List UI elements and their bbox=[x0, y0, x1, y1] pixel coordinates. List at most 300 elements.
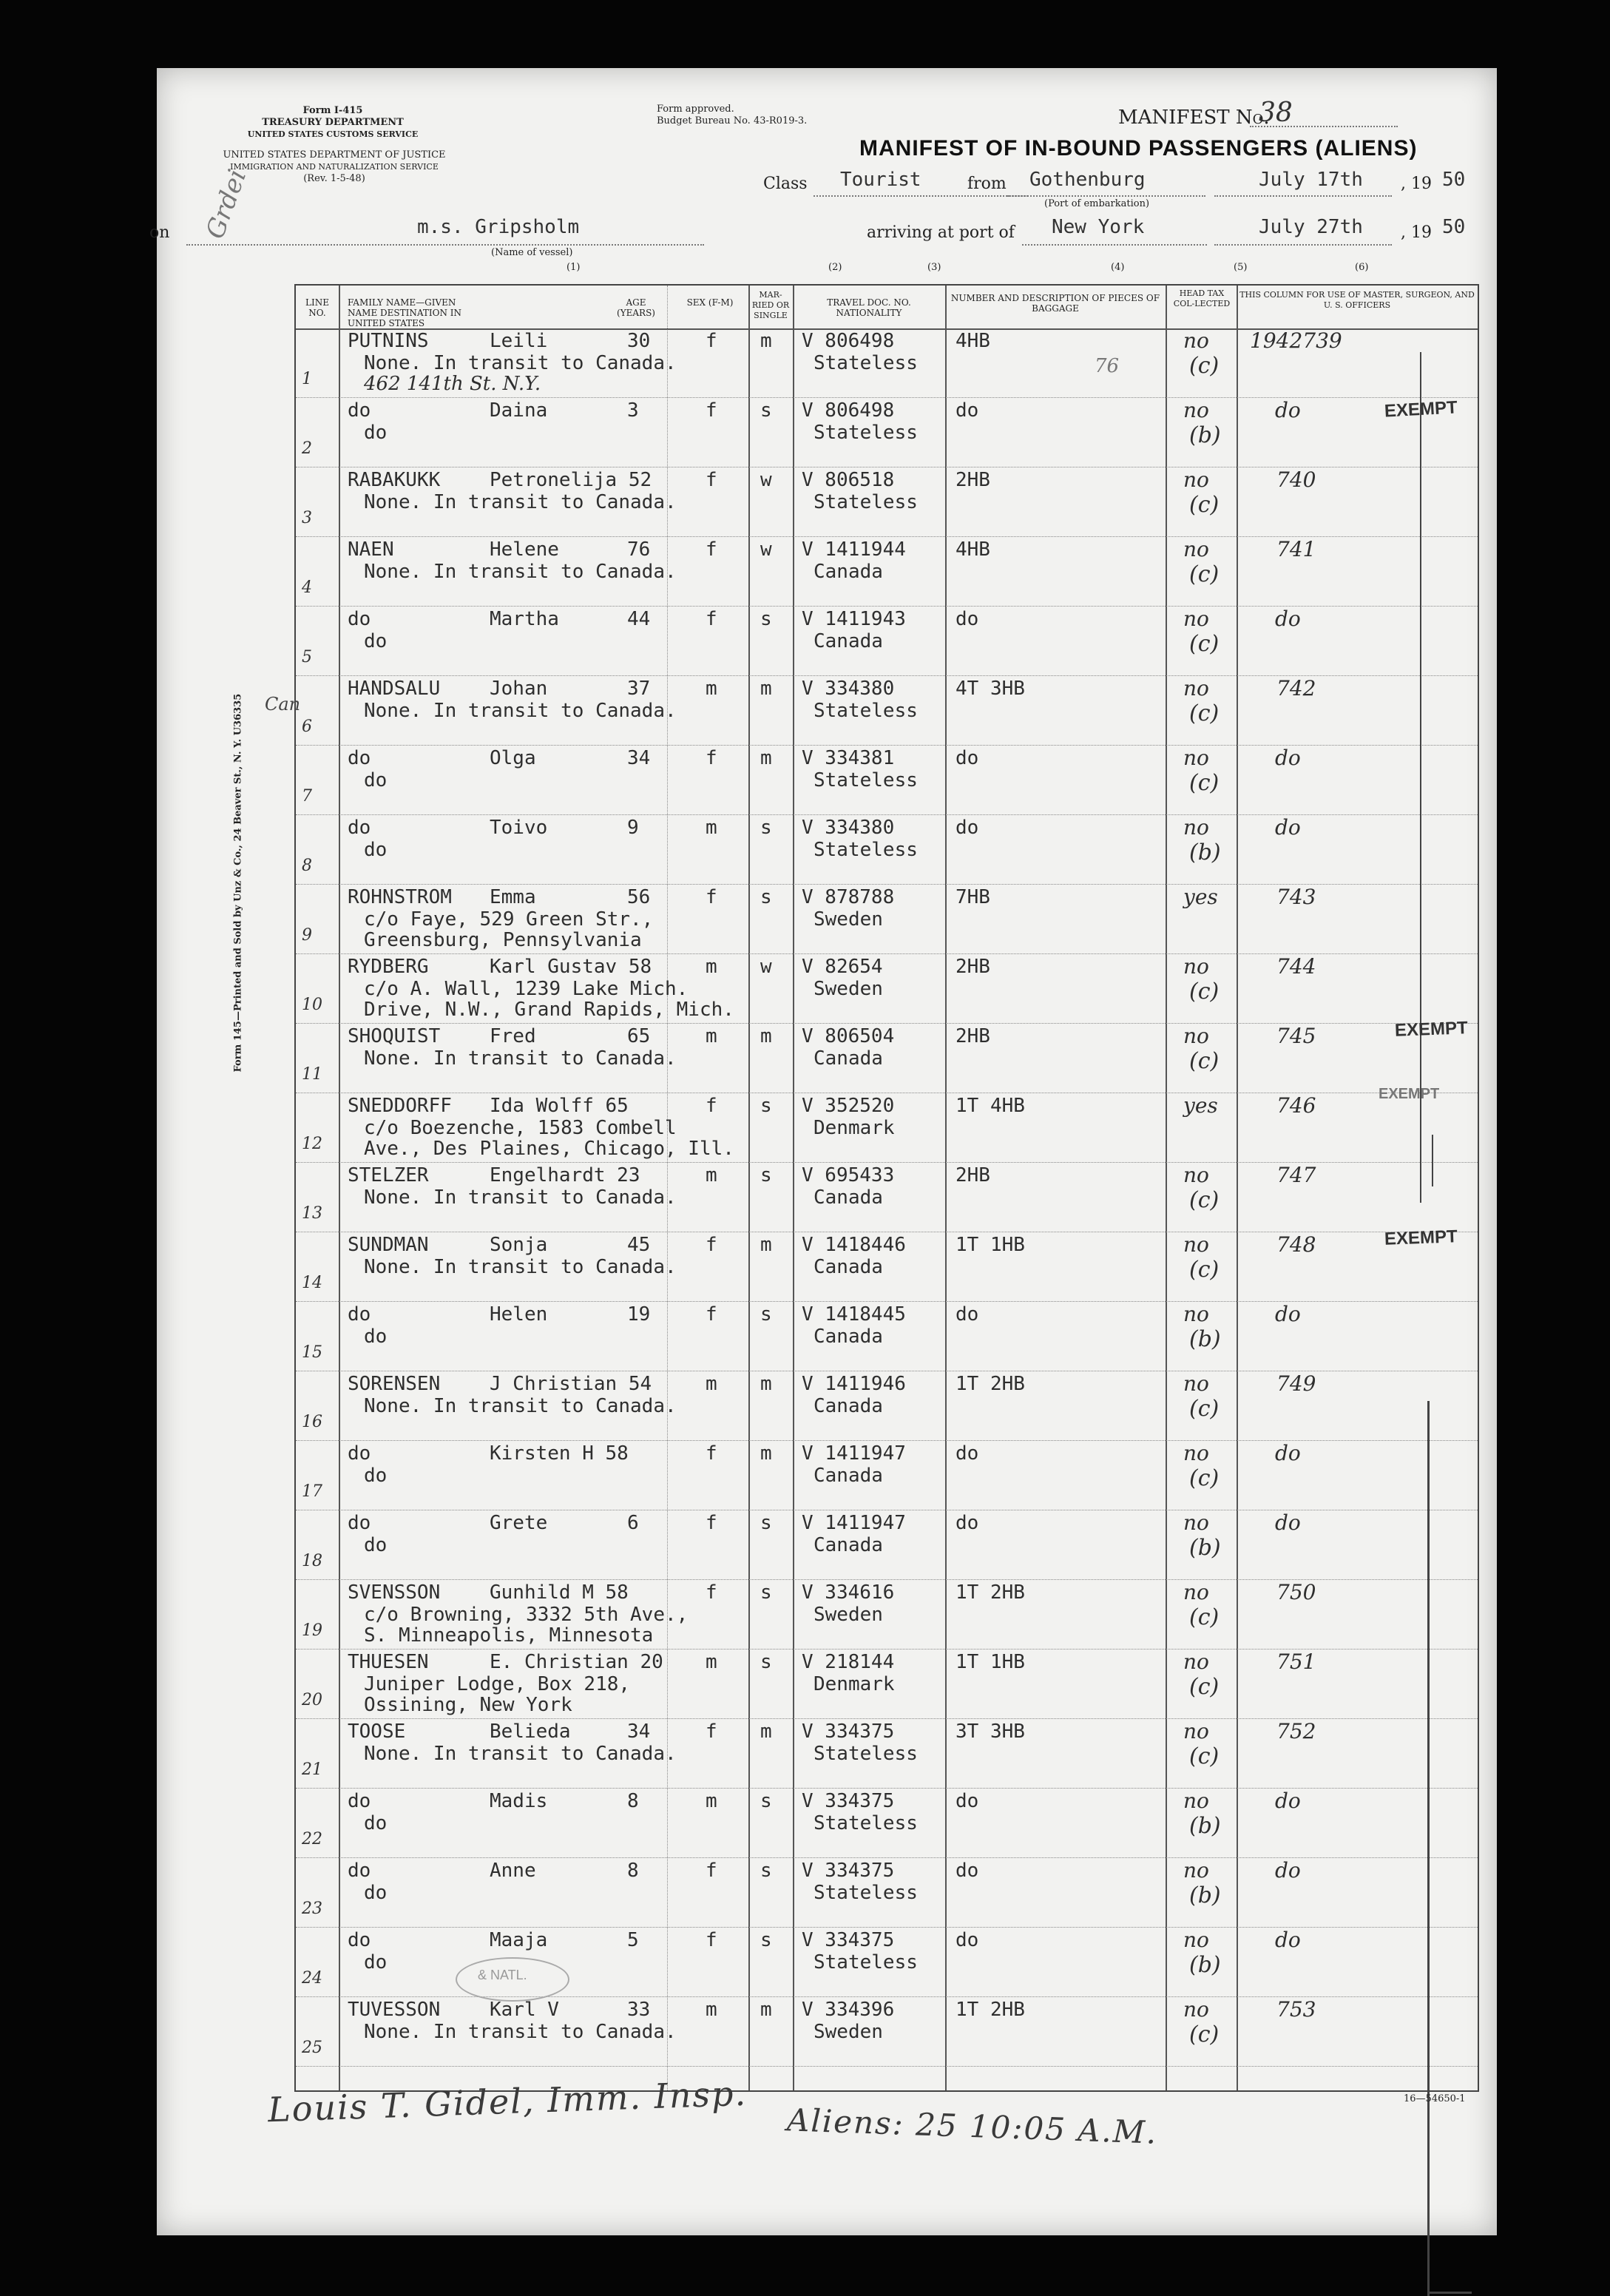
head-tax-code: (c) bbox=[1189, 2022, 1220, 2047]
table-row bbox=[296, 815, 1478, 885]
head-tax: no bbox=[1183, 1441, 1209, 1465]
nationality: Denmark bbox=[814, 1673, 895, 1695]
destination: None. In transit to Canada. bbox=[364, 1186, 677, 1209]
marital-status: s bbox=[760, 1512, 772, 1534]
table-row bbox=[296, 676, 1478, 746]
table-row bbox=[296, 607, 1478, 676]
from-label: from bbox=[967, 175, 1007, 193]
head-tax: no bbox=[1183, 537, 1209, 561]
head-tax: no bbox=[1183, 467, 1209, 492]
arrival-year-prefix: , 19 bbox=[1401, 223, 1432, 242]
passenger-given-name: Fred bbox=[490, 1025, 536, 1047]
marital-status: s bbox=[760, 886, 772, 908]
passenger-surname: SORENSEN bbox=[348, 1373, 441, 1395]
officer-number: do bbox=[1275, 1510, 1301, 1535]
officer-number: 750 bbox=[1276, 1580, 1316, 1604]
officer-number: 746 bbox=[1276, 1093, 1316, 1118]
vessel-name-note: (Name of vessel) bbox=[491, 247, 573, 258]
sex: f bbox=[706, 886, 717, 908]
nationality: Stateless bbox=[814, 422, 918, 444]
form-header-treasury bbox=[237, 105, 429, 141]
travel-doc-number: V 334380 bbox=[802, 817, 895, 839]
arrival-year: 50 bbox=[1442, 216, 1466, 238]
passenger-given-name: Anne bbox=[490, 1860, 536, 1882]
nationality: Stateless bbox=[814, 1812, 918, 1834]
head-tax-code: (b) bbox=[1189, 840, 1221, 865]
destination: do bbox=[364, 769, 388, 791]
aliens-count-note: Aliens: 25 10:05 A.M. bbox=[786, 2101, 1159, 2151]
destination: c/o Boezenche, 1583 Combell bbox=[364, 1117, 677, 1139]
baggage: 7HB bbox=[955, 886, 990, 908]
destination-line-2: 462 141th St. N.Y. bbox=[364, 373, 541, 395]
table-row bbox=[296, 1510, 1478, 1580]
marital-status: s bbox=[760, 1790, 772, 1812]
marital-status: s bbox=[760, 1860, 772, 1882]
nationality: Stateless bbox=[814, 700, 918, 722]
head-tax: no bbox=[1183, 1302, 1209, 1326]
passenger-given-name: Johan bbox=[490, 678, 548, 700]
manifest-number: 38 bbox=[1259, 98, 1293, 128]
officer-number: do bbox=[1275, 815, 1301, 840]
marital-status: m bbox=[760, 1025, 772, 1047]
line-number: 20 bbox=[302, 1691, 322, 1709]
destination-line-2: Ave., Des Plaines, Chicago, Ill. bbox=[364, 1138, 734, 1160]
sex: f bbox=[706, 1929, 717, 1951]
table-row bbox=[296, 954, 1478, 1024]
officer-number: do bbox=[1275, 1858, 1301, 1883]
head-tax: no bbox=[1183, 398, 1209, 422]
table-row bbox=[296, 1163, 1478, 1232]
passenger-given-name: Engelhardt 23 bbox=[490, 1164, 640, 1186]
passenger-given-name: Grete bbox=[490, 1512, 548, 1534]
table-row bbox=[296, 1719, 1478, 1789]
travel-doc-number: V 806518 bbox=[802, 469, 895, 491]
marital-status: m bbox=[760, 1442, 772, 1465]
column-number-4: (4) bbox=[1111, 262, 1125, 273]
manifest-table bbox=[294, 284, 1479, 2092]
col-header-officers: THIS COLUMN FOR USE OF MASTER, SURGEON, AND U. S. OFFICERS bbox=[1239, 290, 1475, 310]
head-tax-code: (c) bbox=[1189, 492, 1220, 518]
destination: None. In transit to Canada. bbox=[364, 1047, 677, 1070]
baggage: 4HB bbox=[955, 538, 990, 561]
head-tax: no bbox=[1183, 607, 1209, 631]
passenger-surname: HANDSALU bbox=[348, 678, 441, 700]
passenger-surname: do bbox=[348, 1790, 371, 1812]
head-tax: yes bbox=[1183, 885, 1218, 909]
sex: f bbox=[706, 1095, 717, 1117]
sex: f bbox=[706, 1442, 717, 1465]
marital-status: s bbox=[760, 1581, 772, 1604]
table-row bbox=[296, 1858, 1478, 1928]
nationality: Stateless bbox=[814, 352, 918, 374]
age: 3 bbox=[627, 399, 639, 422]
sex: f bbox=[706, 747, 717, 769]
exempt-stamp: EXEMPT bbox=[1384, 397, 1458, 422]
age: 19 bbox=[627, 1303, 651, 1326]
destination: do bbox=[364, 1465, 388, 1487]
passenger-given-name: Martha bbox=[490, 608, 559, 630]
natl-stamp-text: & NATL. bbox=[478, 1968, 527, 1982]
baggage: do bbox=[955, 399, 979, 422]
table-row bbox=[296, 1789, 1478, 1858]
destination: c/o Faye, 529 Green Str., bbox=[364, 908, 654, 931]
line-number: 11 bbox=[302, 1065, 322, 1084]
officer-number: do bbox=[1275, 1441, 1301, 1465]
depart-date-line bbox=[1214, 195, 1392, 197]
head-tax: no bbox=[1183, 1858, 1209, 1883]
passenger-surname: SVENSSON bbox=[348, 1581, 441, 1604]
head-tax: no bbox=[1183, 1719, 1209, 1743]
departure-year: 50 bbox=[1442, 169, 1466, 191]
margin-note-can: Can bbox=[265, 694, 301, 715]
baggage: 2HB bbox=[955, 956, 990, 978]
passenger-given-name: Karl V bbox=[490, 1999, 559, 2021]
passenger-surname: RABAKUKK bbox=[348, 469, 441, 491]
age: 65 bbox=[627, 1025, 651, 1047]
baggage: 1T 1HB bbox=[955, 1651, 1025, 1673]
destination: do bbox=[364, 1812, 388, 1834]
marital-status: m bbox=[760, 1999, 772, 2021]
line-number: 19 bbox=[302, 1621, 322, 1640]
sex: m bbox=[706, 1790, 717, 1812]
marital-status: s bbox=[760, 1303, 772, 1326]
head-tax-code: (b) bbox=[1189, 1883, 1221, 1908]
travel-doc-number: V 334375 bbox=[802, 1721, 895, 1743]
baggage: 1T 2HB bbox=[955, 1373, 1025, 1395]
head-tax-code: (c) bbox=[1189, 1743, 1220, 1769]
line-number: 16 bbox=[302, 1413, 322, 1431]
head-tax: no bbox=[1183, 1580, 1209, 1604]
line-number: 6 bbox=[302, 718, 312, 736]
passenger-given-name: Emma bbox=[490, 886, 536, 908]
baggage: 4HB bbox=[955, 330, 990, 352]
age: 6 bbox=[627, 1512, 639, 1534]
line-number: 8 bbox=[302, 857, 312, 875]
passenger-given-name: Leili bbox=[490, 330, 548, 352]
age: 45 bbox=[627, 1234, 651, 1256]
baggage: do bbox=[955, 1512, 979, 1534]
officer-number: 741 bbox=[1276, 537, 1316, 561]
age: 9 bbox=[627, 817, 639, 839]
passenger-given-name: Helen bbox=[490, 1303, 548, 1326]
passenger-surname: do bbox=[348, 608, 371, 630]
sex: f bbox=[706, 538, 717, 561]
head-tax-code: (c) bbox=[1189, 1674, 1220, 1700]
passenger-surname: do bbox=[348, 1860, 371, 1882]
marital-status: w bbox=[760, 469, 772, 491]
baggage: do bbox=[955, 817, 979, 839]
officer-number: do bbox=[1275, 1302, 1301, 1326]
col-header-married: MAR-RIED OR SINGLE bbox=[751, 290, 790, 320]
approved-text: Form approved. bbox=[657, 104, 734, 115]
marital-status: s bbox=[760, 1651, 772, 1673]
line-number: 5 bbox=[302, 648, 312, 666]
baggage: 2HB bbox=[955, 469, 990, 491]
margin-note-top: Grdei bbox=[200, 165, 253, 243]
officer-number: 752 bbox=[1276, 1719, 1316, 1743]
destination: Juniper Lodge, Box 218, bbox=[364, 1673, 631, 1695]
head-tax: no bbox=[1183, 676, 1209, 700]
travel-doc-number: V 82654 bbox=[802, 956, 883, 978]
travel-doc-number: V 806504 bbox=[802, 1025, 895, 1047]
destination: None. In transit to Canada. bbox=[364, 491, 677, 513]
passenger-surname: do bbox=[348, 1442, 371, 1465]
dept-customs: UNITED STATES CUSTOMS SERVICE bbox=[247, 129, 419, 139]
line-number: 17 bbox=[302, 1482, 322, 1501]
head-tax-code: (c) bbox=[1189, 1396, 1220, 1422]
col-header-age: AGE (YEARS) bbox=[617, 297, 655, 318]
manifest-page bbox=[149, 68, 1497, 2235]
passenger-surname: THUESEN bbox=[348, 1651, 429, 1673]
passenger-given-name: Petronelija 52 bbox=[490, 469, 652, 491]
class-value: Tourist bbox=[840, 169, 921, 191]
age: 5 bbox=[627, 1929, 639, 1951]
nationality: Stateless bbox=[814, 491, 918, 513]
passenger-given-name: Toivo bbox=[490, 817, 548, 839]
form-approval bbox=[657, 104, 807, 127]
baggage: 2HB bbox=[955, 1025, 990, 1047]
line-number: 14 bbox=[302, 1274, 322, 1292]
bracket-line bbox=[1427, 2292, 1472, 2294]
class-line bbox=[814, 195, 1028, 197]
marital-status: w bbox=[760, 956, 772, 978]
baggage: 1T 2HB bbox=[955, 1999, 1025, 2021]
class-label: Class bbox=[763, 175, 808, 193]
officer-number: 744 bbox=[1276, 954, 1316, 979]
nationality: Canada bbox=[814, 630, 883, 652]
travel-doc-number: V 334381 bbox=[802, 747, 895, 769]
exempt-stamp: EXEMPT bbox=[1394, 1018, 1469, 1041]
budget-bureau: Budget Bureau No. 43-R019-3. bbox=[657, 115, 808, 126]
travel-doc-number: V 806498 bbox=[802, 330, 895, 352]
destination: do bbox=[364, 1951, 388, 1973]
destination: do bbox=[364, 422, 388, 444]
table-row bbox=[296, 1580, 1478, 1650]
col-header-headtax: HEAD TAX COL-LECTED bbox=[1173, 288, 1231, 308]
arrival-port-line bbox=[1022, 244, 1207, 246]
travel-doc-number: V 1411944 bbox=[802, 538, 906, 561]
age: 76 bbox=[627, 538, 651, 561]
col-header-name: FAMILY NAME—GIVEN NAME DESTINATION IN UNITED STATES bbox=[348, 297, 462, 328]
passenger-given-name: Kirsten H 58 bbox=[490, 1442, 629, 1465]
officer-number: 745 bbox=[1276, 1024, 1316, 1048]
table-row bbox=[296, 1441, 1478, 1510]
baggage: do bbox=[955, 747, 979, 769]
destination-line-2: Ossining, New York bbox=[364, 1694, 572, 1716]
line-number: 13 bbox=[302, 1204, 322, 1223]
passenger-given-name: Helene bbox=[490, 538, 559, 561]
printer-side-text: Form 145—Printed and Sold by Unz & Co., 24 Beaver St., N. Y. U36335 bbox=[232, 693, 244, 1073]
table-row bbox=[296, 1232, 1478, 1302]
officer-number: do bbox=[1275, 1789, 1301, 1813]
nationality: Canada bbox=[814, 1395, 883, 1417]
sex: m bbox=[706, 678, 717, 700]
head-tax: no bbox=[1183, 328, 1209, 353]
arriving-label: arriving at port of bbox=[867, 223, 1015, 242]
passenger-surname: do bbox=[348, 1512, 371, 1534]
line-number: 25 bbox=[302, 2039, 322, 2057]
table-row bbox=[296, 1024, 1478, 1093]
destination: do bbox=[364, 1882, 388, 1904]
head-tax-code: (c) bbox=[1189, 353, 1220, 379]
head-tax-code: (b) bbox=[1189, 422, 1221, 448]
passenger-surname: ROHNSTROM bbox=[348, 886, 452, 908]
passenger-given-name: Madis bbox=[490, 1790, 548, 1812]
sex: m bbox=[706, 817, 717, 839]
passenger-given-name: Gunhild M 58 bbox=[490, 1581, 629, 1604]
passenger-given-name: Ida Wolff 65 bbox=[490, 1095, 629, 1117]
passenger-surname: SHOQUIST bbox=[348, 1025, 441, 1047]
destination: None. In transit to Canada. bbox=[364, 700, 677, 722]
dept-ins: IMMIGRATION AND NATURALIZATION SERVICE bbox=[230, 162, 439, 172]
table-row bbox=[296, 1302, 1478, 1371]
marital-status: s bbox=[760, 817, 772, 839]
passenger-surname: TUVESSON bbox=[348, 1999, 441, 2021]
dept-justice: UNITED STATES DEPARTMENT OF JUSTICE bbox=[223, 149, 446, 161]
destination: do bbox=[364, 630, 388, 652]
marital-status: s bbox=[760, 399, 772, 422]
nationality: Canada bbox=[814, 1534, 883, 1556]
embarkation-port: Gothenburg bbox=[1029, 169, 1146, 191]
marital-status: m bbox=[760, 1721, 772, 1743]
form-footer-code: 16—54650-1 bbox=[1404, 2093, 1466, 2104]
baggage: 1T 4HB bbox=[955, 1095, 1025, 1117]
passenger-given-name: E. Christian 20 bbox=[490, 1651, 663, 1673]
head-tax-code: (c) bbox=[1189, 1187, 1220, 1213]
destination: None. In transit to Canada. bbox=[364, 352, 677, 374]
column-number-5: (5) bbox=[1234, 262, 1248, 273]
passenger-surname: PUTNINS bbox=[348, 330, 429, 352]
head-tax: no bbox=[1183, 1997, 1209, 2022]
column-number-3: (3) bbox=[927, 262, 941, 273]
travel-doc-number: V 334375 bbox=[802, 1860, 895, 1882]
head-tax-code: (c) bbox=[1189, 561, 1220, 587]
passenger-surname: do bbox=[348, 1303, 371, 1326]
head-tax: no bbox=[1183, 815, 1209, 840]
nationality: Sweden bbox=[814, 978, 883, 1000]
marital-status: s bbox=[760, 608, 772, 630]
sex: m bbox=[706, 1373, 717, 1395]
col-header-sex: SEX (F-M) bbox=[686, 297, 734, 308]
destination: c/o Browning, 3332 5th Ave., bbox=[364, 1604, 689, 1626]
line-number: 9 bbox=[302, 926, 312, 945]
baggage: do bbox=[955, 1303, 979, 1326]
head-tax-code: (c) bbox=[1189, 1465, 1220, 1491]
arrival-date: July 27th bbox=[1259, 216, 1363, 238]
destination: None. In transit to Canada. bbox=[364, 561, 677, 583]
officer-number: do bbox=[1275, 1928, 1301, 1952]
officer-number: do bbox=[1275, 746, 1301, 770]
passenger-given-name: J Christian 54 bbox=[490, 1373, 652, 1395]
baggage: 1T 2HB bbox=[955, 1581, 1025, 1604]
baggage: do bbox=[955, 1860, 979, 1882]
col-header-line: LINE NO. bbox=[305, 297, 329, 318]
passenger-surname: STELZER bbox=[348, 1164, 429, 1186]
head-tax-code: (c) bbox=[1189, 1048, 1220, 1074]
head-tax: no bbox=[1183, 1789, 1209, 1813]
nationality: Sweden bbox=[814, 1604, 883, 1626]
passenger-given-name: Daina bbox=[490, 399, 548, 422]
officer-number: 742 bbox=[1276, 676, 1316, 700]
passenger-surname: do bbox=[348, 817, 371, 839]
sex: f bbox=[706, 1860, 717, 1882]
sex: f bbox=[706, 1581, 717, 1604]
head-tax: no bbox=[1183, 1163, 1209, 1187]
head-tax-code: (b) bbox=[1189, 1326, 1221, 1352]
marital-status: m bbox=[760, 678, 772, 700]
head-tax: no bbox=[1183, 1232, 1209, 1257]
travel-doc-number: V 1418446 bbox=[802, 1234, 906, 1256]
passenger-surname: do bbox=[348, 1929, 371, 1951]
destination: None. In transit to Canada. bbox=[364, 1256, 677, 1278]
travel-doc-number: V 352520 bbox=[802, 1095, 895, 1117]
baggage: 2HB bbox=[955, 1164, 990, 1186]
table-row bbox=[296, 746, 1478, 815]
destination: None. In transit to Canada. bbox=[364, 1743, 677, 1765]
sex: m bbox=[706, 1651, 717, 1673]
passenger-surname: RYDBERG bbox=[348, 956, 429, 978]
manifest-number-label: MANIFEST No. bbox=[1118, 107, 1270, 129]
officer-number: 748 bbox=[1276, 1232, 1316, 1257]
nationality: Stateless bbox=[814, 769, 918, 791]
marital-status: s bbox=[760, 1164, 772, 1186]
nationality: Stateless bbox=[814, 1882, 918, 1904]
nationality: Canada bbox=[814, 1326, 883, 1348]
table-row bbox=[296, 1650, 1478, 1719]
head-tax-code: (c) bbox=[1189, 700, 1220, 726]
nationality: Canada bbox=[814, 561, 883, 583]
destination: do bbox=[364, 1326, 388, 1348]
table-row bbox=[296, 1093, 1478, 1163]
marital-status: m bbox=[760, 1373, 772, 1395]
nationality: Sweden bbox=[814, 2021, 883, 2043]
travel-doc-number: V 334616 bbox=[802, 1581, 895, 1604]
head-tax-code: (c) bbox=[1189, 979, 1220, 1004]
sex: f bbox=[706, 1303, 717, 1326]
baggage: do bbox=[955, 1442, 979, 1465]
nationality: Canada bbox=[814, 1256, 883, 1278]
travel-doc-number: V 334380 bbox=[802, 678, 895, 700]
officer-number: 747 bbox=[1276, 1163, 1316, 1187]
marital-status: s bbox=[760, 1095, 772, 1117]
passenger-given-name: Belieda bbox=[490, 1721, 571, 1743]
officer-number: do bbox=[1275, 398, 1301, 422]
head-tax-code: (c) bbox=[1189, 1604, 1220, 1630]
line-number: 7 bbox=[302, 787, 312, 806]
marital-status: m bbox=[760, 330, 772, 352]
on-label: on bbox=[149, 223, 170, 242]
head-tax: no bbox=[1183, 1650, 1209, 1674]
age: 8 bbox=[627, 1790, 639, 1812]
head-tax: no bbox=[1183, 954, 1209, 979]
travel-doc-number: V 334375 bbox=[802, 1790, 895, 1812]
line-number: 1 bbox=[302, 370, 312, 388]
age: 37 bbox=[627, 678, 651, 700]
travel-doc-number: V 806498 bbox=[802, 399, 895, 422]
sex: m bbox=[706, 956, 717, 978]
column-number-2: (2) bbox=[828, 262, 842, 273]
line-number: 22 bbox=[302, 1830, 322, 1848]
line-number: 24 bbox=[302, 1969, 322, 1988]
destination: do bbox=[364, 839, 388, 861]
port-embarkation-note: (Port of embarkation) bbox=[1044, 198, 1150, 209]
age: 34 bbox=[627, 747, 651, 769]
destination-line-2: Greensburg, Pennsylvania bbox=[364, 929, 642, 951]
column-number-6: (6) bbox=[1355, 262, 1369, 273]
sex: m bbox=[706, 1164, 717, 1186]
marital-status: m bbox=[760, 1234, 772, 1256]
baggage: do bbox=[955, 608, 979, 630]
